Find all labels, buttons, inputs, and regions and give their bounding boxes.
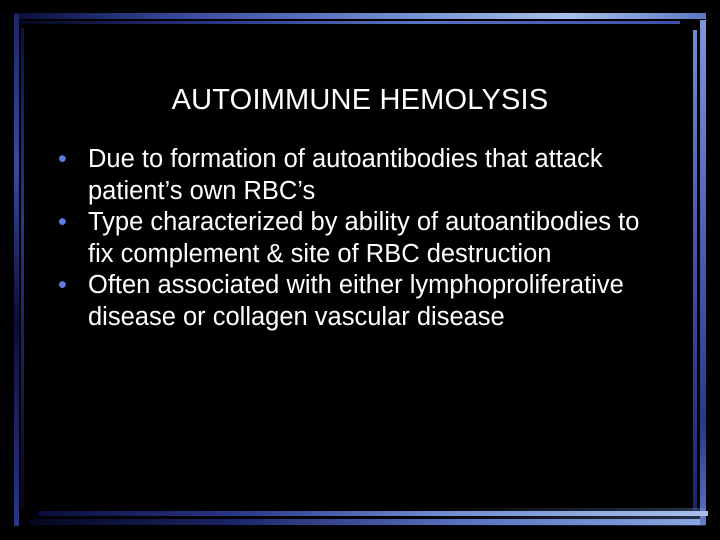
bullet-list — [58, 144, 668, 333]
bullet-icon: • — [58, 208, 67, 236]
slide-title: AUTOIMMUNE HEMOLYSIS — [171, 84, 549, 116]
bullet-item — [58, 144, 668, 207]
frame-bar-bottom — [30, 519, 700, 525]
frame-bar-top — [14, 13, 706, 19]
bullet-text: Type characterized by ability of autoantibodies to fix complement & site of RBC destruction — [88, 208, 640, 268]
frame-bar-bottom-inner — [38, 511, 708, 516]
bullet-item — [58, 270, 668, 333]
bullet-item — [58, 207, 668, 270]
frame-bar-top-inner — [20, 21, 680, 24]
bullet-icon: • — [58, 145, 67, 173]
bullet-text: Due to formation of autoantibodies that attack patient’s own RBC’s — [88, 145, 603, 205]
bullet-icon: • — [58, 271, 67, 299]
bullet-text: Often associated with either lymphoproliferative disease or collagen vascular disease — [88, 271, 624, 331]
